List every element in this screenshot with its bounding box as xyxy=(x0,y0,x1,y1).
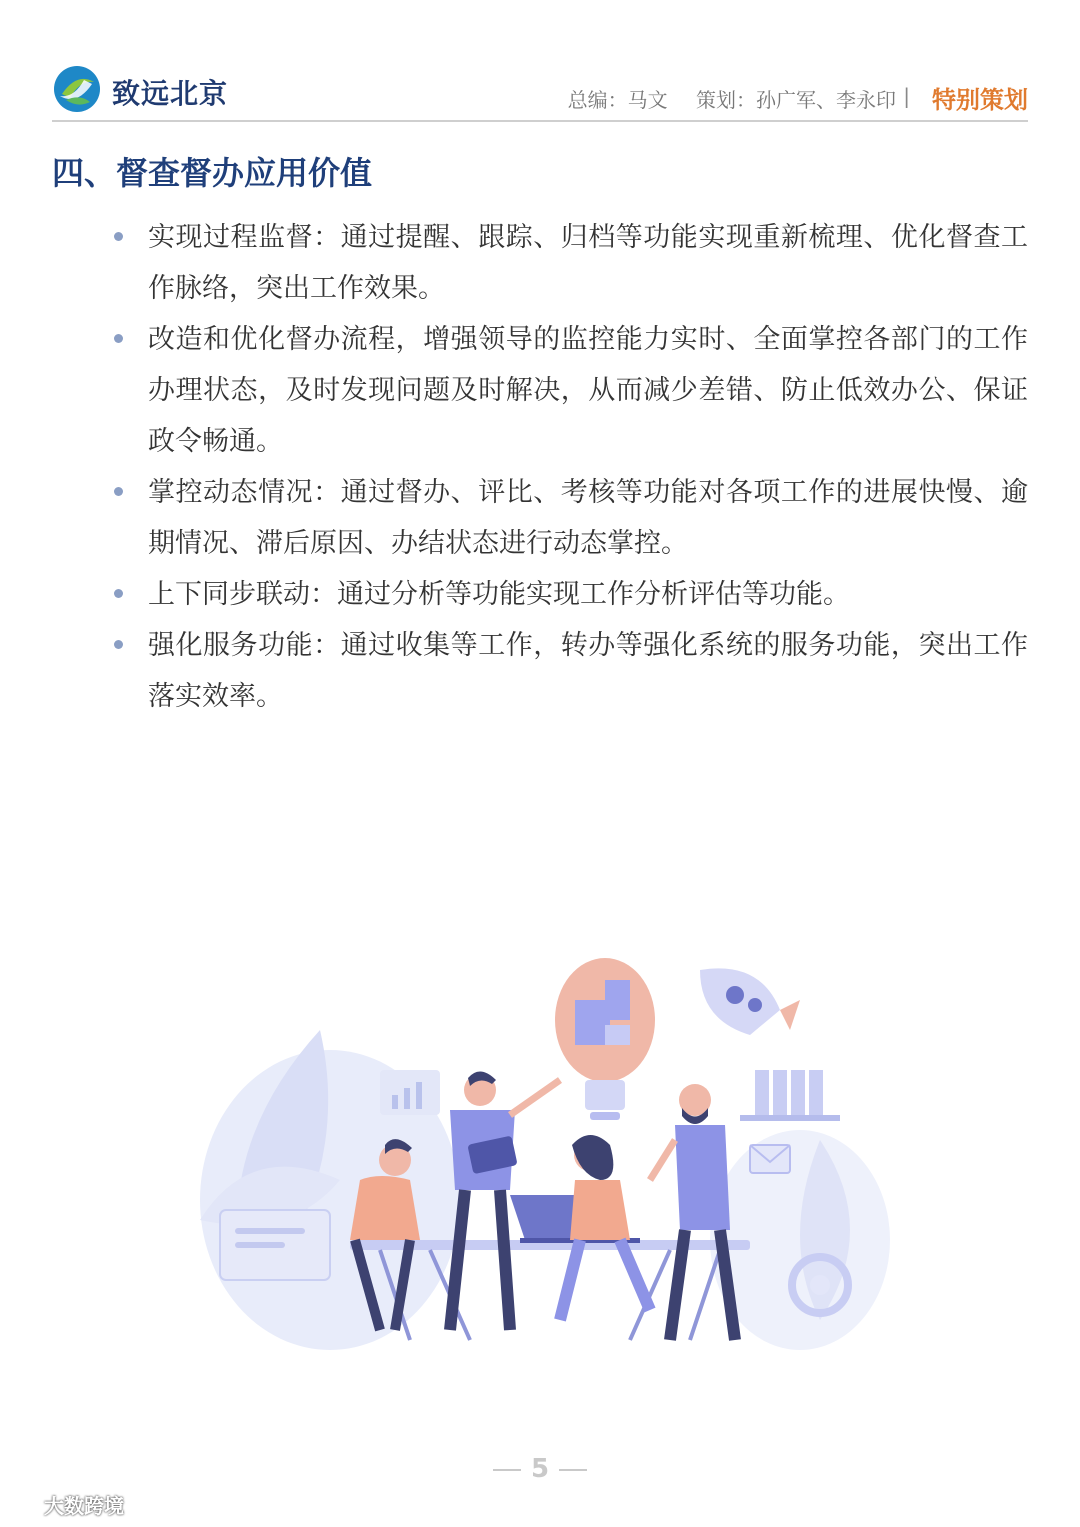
watermark-logo-icon xyxy=(10,1499,38,1517)
logo-text: 致远北京 xyxy=(112,77,229,110)
bullet-dot-icon xyxy=(114,232,123,241)
bullet-list xyxy=(112,212,1028,722)
watermark: 大数跨境 xyxy=(10,1490,124,1519)
list-item: 改造和优化督办流程，增强领导的监控能力实时、全面掌控各部门的工作办理状态，及时发现问题及时解决，从而减少差错、防止低效办公、保证政令畅通。 xyxy=(112,314,1028,467)
bullet-dot-icon xyxy=(114,589,123,598)
special-label: 特别策划 xyxy=(932,86,1028,114)
header-separator: | xyxy=(903,84,910,108)
bullet-dot-icon xyxy=(114,640,123,649)
planner-label: 策划： xyxy=(696,88,756,112)
list-item: 上下同步联动：通过分析等功能实现工作分析评估等功能。 xyxy=(112,569,1028,620)
list-item: 强化服务功能：通过收集等工作，转办等强化系统的服务功能，突出工作落实效率。 xyxy=(112,620,1028,722)
header-divider xyxy=(52,120,1028,122)
page-number-right-rule xyxy=(559,1469,587,1471)
logo-icon xyxy=(52,64,102,114)
page-number-left-rule xyxy=(493,1469,521,1471)
chief-editor: 马文 xyxy=(627,88,668,112)
chief-editor-label: 总编： xyxy=(567,88,628,112)
list-item: 掌控动态情况：通过督办、评比、考核等功能对各项工作的进展快慢、逾期情况、滞后原因、办结状态进行动态掌控。 xyxy=(112,467,1028,569)
list-item: 实现过程监督：通过提醒、跟踪、归档等功能实现重新梳理、优化督查工作脉络，突出工作效果。 xyxy=(112,212,1028,314)
bullet-dot-icon xyxy=(114,487,123,496)
page-header xyxy=(52,62,1028,122)
page-number: 5 xyxy=(0,1454,1080,1484)
bullet-dot-icon xyxy=(114,334,123,343)
planners: 孙广军、李永印 xyxy=(756,88,896,112)
credits xyxy=(562,84,896,113)
section-title: 四、督查督办应用价值 xyxy=(52,154,373,192)
teamwork-illustration xyxy=(180,940,900,1370)
